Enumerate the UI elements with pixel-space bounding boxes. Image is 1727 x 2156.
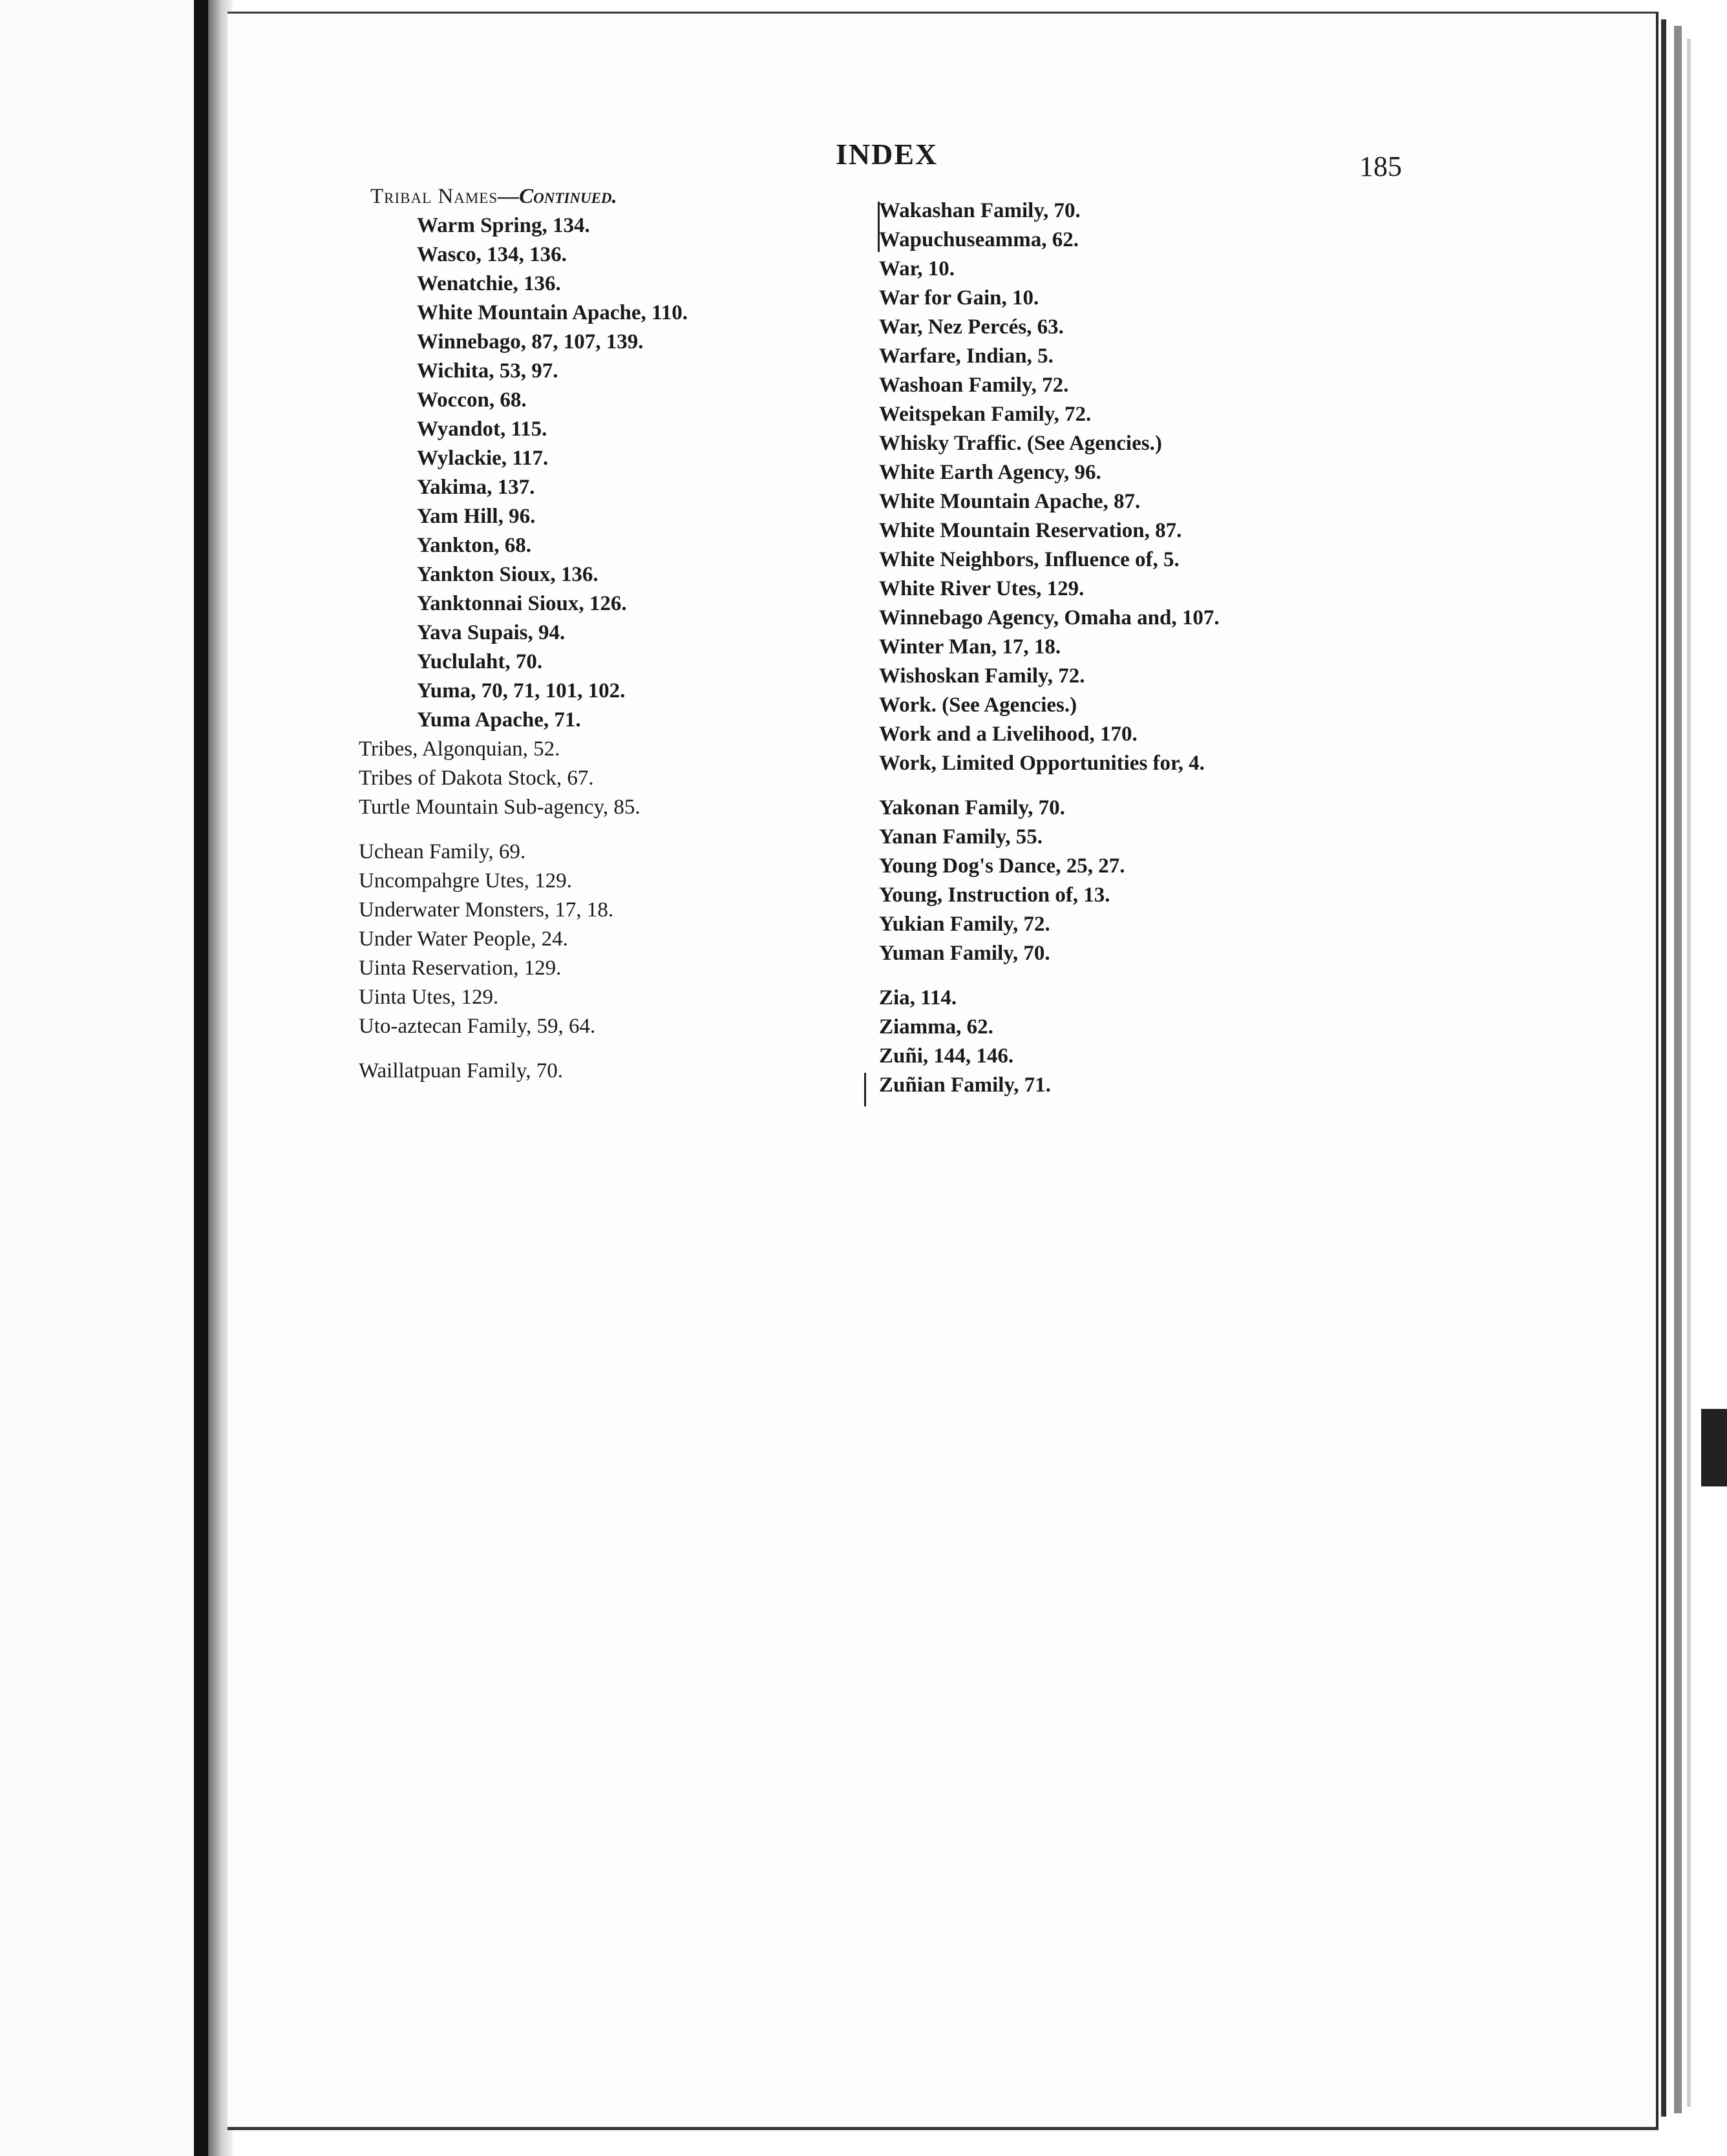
index-entry: Warfare, Indian, 5. xyxy=(879,344,1054,368)
index-entry: Wyandot, 115. xyxy=(417,417,547,441)
index-group-w xyxy=(359,1057,869,1086)
index-entry: War, 10. xyxy=(879,257,955,280)
index-entry: War, Nez Percés, 63. xyxy=(879,315,1064,339)
index-entry: Uinta Utes, 129. xyxy=(359,986,499,1009)
index-entry: Wapuchuseamma, 62. xyxy=(879,228,1079,251)
page-stack-edge xyxy=(1674,26,1682,2113)
index-entry: Uncompahgre Utes, 129. xyxy=(359,869,572,893)
index-entry: White Mountain Reservation, 87. xyxy=(879,519,1182,542)
index-group-w xyxy=(879,196,1396,778)
index-entry: Yuman Family, 70. xyxy=(879,942,1050,965)
index-right-column xyxy=(879,196,1396,1100)
index-entry: Weitspekan Family, 72. xyxy=(879,403,1092,426)
index-entry: Waillatpuan Family, 70. xyxy=(359,1059,563,1083)
index-entry: Work. (See Agencies.) xyxy=(879,693,1077,717)
index-entry: War for Gain, 10. xyxy=(879,286,1039,310)
index-entry: Wylackie, 117. xyxy=(417,447,549,470)
index-entry: Yukian Family, 72. xyxy=(879,913,1050,936)
index-group-z xyxy=(879,984,1396,1100)
index-entry: White River Utes, 129. xyxy=(879,577,1085,600)
section-continued: —Continued. xyxy=(498,185,617,208)
index-entry: Tribes, Algonquian, 52. xyxy=(359,737,560,761)
index-entry: Yankton, 68. xyxy=(417,534,531,557)
index-entry: Yam Hill, 96. xyxy=(417,505,536,528)
scan-border xyxy=(1701,1409,1727,1486)
index-entry: Young Dog's Dance, 25, 27. xyxy=(879,854,1125,878)
index-entry: Winnebago, 87, 107, 139. xyxy=(417,330,644,354)
index-entry: Uinta Reservation, 129. xyxy=(359,956,562,980)
index-entry: Yuma Apache, 71. xyxy=(417,708,581,732)
index-entry: Winter Man, 17, 18. xyxy=(879,635,1061,659)
index-entry: Zuñi, 144, 146. xyxy=(879,1044,1014,1068)
index-entry: Yuclulaht, 70. xyxy=(417,650,543,673)
page-stack-edge xyxy=(1687,39,1691,2107)
index-group-u xyxy=(359,838,869,1041)
index-entry: Wakashan Family, 70. xyxy=(879,199,1081,222)
index-entry: White Earth Agency, 96. xyxy=(879,461,1101,484)
section-head-label: Tribal Names xyxy=(370,185,498,208)
index-entry: Work and a Livelihood, 170. xyxy=(879,723,1138,746)
index-entry: Underwater Monsters, 17, 18. xyxy=(359,898,614,922)
index-entry: Yakima, 137. xyxy=(417,476,535,499)
index-entry: Zia, 114. xyxy=(879,986,957,1009)
index-entry: Uto-aztecan Family, 59, 64. xyxy=(359,1015,596,1038)
index-entry: Whisky Traffic. (See Agencies.) xyxy=(879,432,1162,455)
index-entry: Yankton Sioux, 136. xyxy=(417,563,599,586)
index-entry: Wasco, 134, 136. xyxy=(417,243,567,266)
index-entry: White Mountain Apache, 110. xyxy=(417,301,688,324)
index-entry: Turtle Mountain Sub-agency, 85. xyxy=(359,796,641,819)
index-entry: Wishoskan Family, 72. xyxy=(879,664,1085,688)
index-entry: White Mountain Apache, 87. xyxy=(879,490,1141,513)
index-entry: Under Water People, 24. xyxy=(359,927,568,951)
index-entry: Uchean Family, 69. xyxy=(359,840,526,863)
index-entry: Tribes of Dakota Stock, 67. xyxy=(359,766,594,790)
page-number: 185 xyxy=(1359,151,1402,182)
running-head: INDEX xyxy=(836,138,938,171)
index-group-t xyxy=(359,735,869,822)
page-stack-edge xyxy=(1661,19,1666,2117)
index-entry: Young, Instruction of, 13. xyxy=(879,883,1110,907)
facing-page-edge xyxy=(0,0,213,2156)
index-entry: Wichita, 53, 97. xyxy=(417,359,558,383)
index-entry: Washoan Family, 72. xyxy=(879,374,1069,397)
book-binding-shadow xyxy=(194,0,208,2156)
index-entry: Warm Spring, 134. xyxy=(417,214,590,237)
index-entry: Yakonan Family, 70. xyxy=(879,796,1065,819)
index-entry: Yuma, 70, 71, 101, 102. xyxy=(417,679,626,703)
index-entry: Yanan Family, 55. xyxy=(879,825,1043,849)
index-entry: White Neighbors, Influence of, 5. xyxy=(879,548,1180,571)
index-entry: Ziamma, 62. xyxy=(879,1015,993,1039)
index-entry: Work, Limited Opportunities for, 4. xyxy=(879,752,1205,775)
index-entry: Yanktonnai Sioux, 126. xyxy=(417,592,627,615)
index-entry: Yava Supais, 94. xyxy=(417,621,566,644)
index-entry: Zuñian Family, 71. xyxy=(879,1073,1051,1097)
section-heading xyxy=(359,182,869,211)
tribal-names-entries xyxy=(359,211,869,735)
index-entry: Woccon, 68. xyxy=(417,388,527,412)
index-entry: Wenatchie, 136. xyxy=(417,272,561,295)
index-group-y xyxy=(879,794,1396,968)
index-entry: Winnebago Agency, Omaha and, 107. xyxy=(879,606,1220,629)
index-left-column xyxy=(359,182,869,1086)
